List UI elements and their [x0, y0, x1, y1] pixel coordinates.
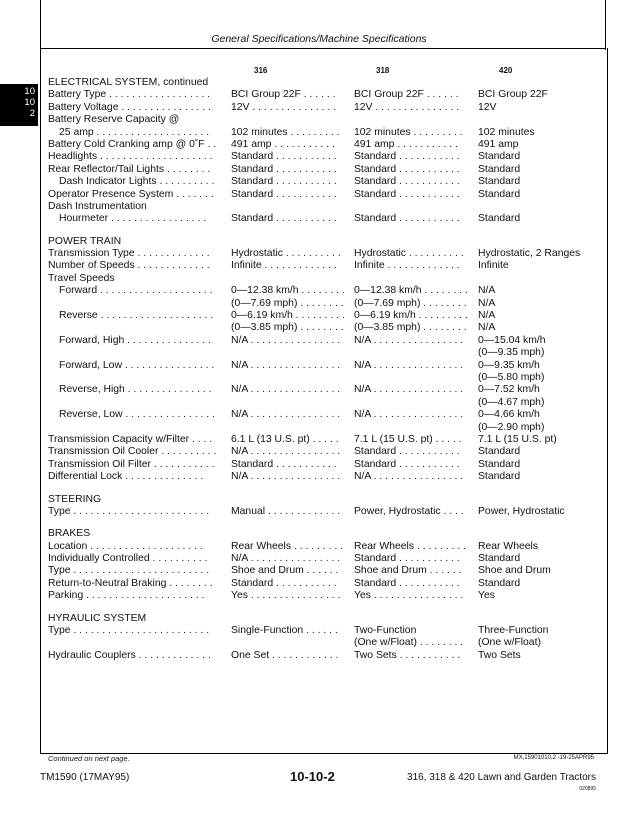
section-heading-row [48, 528, 608, 540]
spec-row [48, 298, 608, 310]
spec-value-318: Standard . . . . . . . . . . . [354, 458, 460, 470]
spec-value-420: Standard [478, 176, 521, 188]
spec-value-316: N/A . . . . . . . . . . . . . . . . [231, 553, 341, 565]
spec-value-318: Standard . . . . . . . . . . . [354, 213, 460, 225]
spec-value-318: Infinite . . . . . . . . . . . . . [354, 260, 460, 272]
spec-row [48, 565, 608, 577]
spec-row [48, 590, 608, 602]
spec-value-316: Standard . . . . . . . . . . . [231, 163, 337, 175]
spec-row [48, 422, 608, 434]
spec-label: Forward, High . . . . . . . . . . . . . . . [59, 334, 211, 346]
spec-row [48, 360, 608, 372]
spec-row [48, 541, 608, 553]
spec-label: Operator Presence System . . . . . . . [48, 188, 214, 200]
spec-value-318: Hydrostatic . . . . . . . . . . [354, 248, 464, 260]
spec-label: Transmission Oil Cooler . . . . . . . . . . [48, 446, 217, 458]
section-tab [0, 84, 38, 126]
page-number: 10-10-2 [290, 769, 335, 784]
spec-value-316: 12V . . . . . . . . . . . . . . . [231, 101, 337, 113]
spec-value-316: Standard . . . . . . . . . . . [231, 151, 337, 163]
spec-value-318: 12V . . . . . . . . . . . . . . . [354, 101, 460, 113]
spec-row [48, 285, 608, 297]
spec-label: Type . . . . . . . . . . . . . . . . . . . . . . . . [48, 505, 210, 517]
spec-label: Hourmeter . . . . . . . . . . . . . . . . . [59, 213, 207, 225]
spec-value-318: (0—3.85 mph) . . . . . . . . [354, 322, 467, 334]
spec-row [48, 310, 608, 322]
spec-value-318: 0—6.19 km/h . . . . . . . . . [354, 310, 468, 322]
spec-value-318: (One w/Float) . . . . . . . . [354, 637, 464, 649]
spec-value-420: 0—7.52 km/h [478, 384, 540, 396]
spec-value-316: N/A . . . . . . . . . . . . . . . . [231, 471, 341, 483]
spec-value-316: Hydrostatic . . . . . . . . . . [231, 248, 341, 260]
spec-value-318: Standard . . . . . . . . . . . [354, 151, 460, 163]
spec-value-318: Yes . . . . . . . . . . . . . . . . [354, 590, 464, 602]
spec-label: Location . . . . . . . . . . . . . . . . . . . . [48, 540, 203, 552]
spec-value-316: Infinite . . . . . . . . . . . . . [231, 260, 337, 272]
spec-value-420: N/A [478, 297, 496, 309]
spec-value-420: Standard [478, 163, 521, 175]
spec-value-420: 12V [478, 101, 497, 113]
spec-label: 25 amp . . . . . . . . . . . . . . . . . . . . [59, 126, 210, 138]
spec-label: Number of Speeds . . . . . . . . . . . . . [48, 260, 210, 272]
spec-row [48, 335, 608, 347]
spec-row [48, 506, 608, 518]
header-rule [40, 48, 606, 49]
spec-value-420: Standard [478, 213, 521, 225]
spec-value-318: Standard . . . . . . . . . . . [354, 188, 460, 200]
spec-label: Battery Voltage . . . . . . . . . . . . . . . . [48, 101, 211, 113]
spec-value-316: Rear Wheels . . . . . . . . . [231, 540, 344, 552]
column-header-316: 316 [254, 66, 268, 75]
spec-value-316: (0—3.85 mph) . . . . . . . . [231, 322, 344, 334]
spec-label: Forward, Low . . . . . . . . . . . . . . . . [59, 359, 215, 371]
spec-value-316: Shoe and Drum . . . . . . [231, 565, 339, 577]
spec-value-318: Standard . . . . . . . . . . . [354, 176, 460, 188]
spec-value-316: (0—7.69 mph) . . . . . . . . [231, 297, 344, 309]
spec-row [48, 151, 608, 163]
section-heading: HYRAULIC SYSTEM [48, 612, 147, 624]
page-header-title: General Specifications/Machine Specifications [211, 33, 427, 45]
spec-value-420: (0—4.67 mph) [478, 396, 545, 408]
spec-value-318: N/A . . . . . . . . . . . . . . . . [354, 334, 464, 346]
spec-value-420: (0—2.90 mph) [478, 421, 545, 433]
section-heading-row [48, 494, 608, 506]
spec-label: Dash Indicator Lights . . . . . . . . . . [59, 176, 215, 188]
document-code: MX,15901010,2 -19-25APR95 [513, 755, 594, 761]
spec-value-420: Shoe and Drum [478, 565, 551, 577]
spec-value-420: Yes [478, 590, 495, 602]
spec-row [48, 213, 608, 225]
spec-label: Type . . . . . . . . . . . . . . . . . . . . . . . . [48, 565, 210, 577]
spec-label: Transmission Capacity w/Filter . . . . [48, 433, 213, 445]
section-heading: STEERING [48, 493, 102, 505]
spec-label: Rear Reflector/Tail Lights . . . . . . . . [48, 163, 211, 175]
spec-value-316: Single-Function . . . . . . [231, 625, 338, 637]
spec-value-316: 6.1 L (13 U.S. pt) . . . . . [231, 433, 339, 445]
spec-value-420: 491 amp [478, 138, 519, 150]
spec-value-420: Standard [478, 188, 521, 200]
section-heading-row [48, 273, 608, 285]
spec-row [48, 189, 608, 201]
spec-value-316: N/A . . . . . . . . . . . . . . . . [231, 409, 341, 421]
spec-value-420: Three-Function [478, 625, 549, 637]
spec-label: Headlights . . . . . . . . . . . . . . . . . . . . [48, 151, 213, 163]
spec-row [48, 434, 608, 446]
spec-value-318: 0—12.38 km/h . . . . . . . . [354, 285, 468, 297]
spec-value-318: N/A . . . . . . . . . . . . . . . . [354, 409, 464, 421]
spec-value-316: N/A . . . . . . . . . . . . . . . . [231, 384, 341, 396]
continued-note: Continued on next page. [48, 754, 130, 763]
spec-value-420: (0—9.35 mph) [478, 347, 545, 359]
spec-value-316: Standard . . . . . . . . . . . [231, 188, 337, 200]
spec-label: Battery Cold Cranking amp @ 0˚F . . [48, 138, 217, 150]
spec-value-318: Two Sets . . . . . . . . . . . [354, 649, 461, 661]
spec-value-420: Standard [478, 458, 521, 470]
spec-value-318: Rear Wheels . . . . . . . . . [354, 540, 467, 552]
spec-row [48, 650, 608, 662]
spec-value-318: 102 minutes . . . . . . . . . [354, 126, 463, 138]
spec-row [48, 102, 608, 114]
section-heading-row [48, 201, 608, 213]
spec-row [48, 409, 608, 421]
spec-label: Battery Type . . . . . . . . . . . . . . . . . . [48, 89, 211, 101]
section-heading: ELECTRICAL SYSTEM, continued [48, 77, 209, 88]
spec-value-420: Standard [478, 151, 521, 163]
spec-value-318: Standard . . . . . . . . . . . [354, 163, 460, 175]
spec-row [48, 260, 608, 272]
column-header-318: 318 [376, 66, 390, 75]
spec-value-318: Power, Hydrostatic . . . . [354, 505, 464, 517]
spec-value-420: N/A [478, 285, 496, 297]
spec-label: Forward . . . . . . . . . . . . . . . . . . . . [59, 285, 213, 297]
row-spacer [48, 226, 608, 236]
spec-value-318: BCI Group 22F . . . . . . [354, 89, 459, 101]
spec-value-318: Standard . . . . . . . . . . . [354, 446, 460, 458]
spec-label: Transmission Type . . . . . . . . . . . . . [48, 248, 210, 260]
footer-small-code: 020895 [579, 786, 596, 792]
section-heading: Battery Reserve Capacity @ [48, 114, 180, 126]
spec-value-420: Standard [478, 553, 521, 565]
spec-value-318: N/A . . . . . . . . . . . . . . . . [354, 359, 464, 371]
spec-table [48, 77, 608, 662]
manual-id: TM1590 (17MAY95) [40, 772, 130, 783]
spec-value-420: 0—9.35 km/h [478, 359, 540, 371]
section-heading-row [48, 77, 608, 89]
spec-value-318: N/A . . . . . . . . . . . . . . . . [354, 471, 464, 483]
spec-value-420: 0—15.04 km/h [478, 334, 546, 346]
spec-value-316: N/A . . . . . . . . . . . . . . . . [231, 334, 341, 346]
spec-row [48, 553, 608, 565]
spec-value-420: Hydrostatic, 2 Ranges [478, 248, 581, 260]
spec-value-420: Rear Wheels [478, 540, 539, 552]
spec-row [48, 384, 608, 396]
manual-title: 316, 318 & 420 Lawn and Garden Tractors [406, 772, 596, 783]
spec-value-420: Standard [478, 446, 521, 458]
spec-value-316: Standard . . . . . . . . . . . [231, 213, 337, 225]
spec-value-316: 0—12.38 km/h . . . . . . . . [231, 285, 345, 297]
spec-value-420: N/A [478, 322, 496, 334]
spec-value-420: (One w/Float) [478, 637, 541, 649]
spec-label: Hydraulic Couplers . . . . . . . . . . . . . [48, 649, 211, 661]
spec-label: Reverse . . . . . . . . . . . . . . . . . . . . [59, 310, 214, 322]
spec-row [48, 446, 608, 458]
spec-label: Differential Lock . . . . . . . . . . . . . . [48, 471, 204, 483]
spec-value-318: 7.1 L (15 U.S. pt) . . . . . [354, 433, 462, 445]
spec-row [48, 89, 608, 101]
spec-row [48, 127, 608, 139]
spec-value-318: Two-Function [354, 625, 417, 637]
spec-value-420: Two Sets [478, 649, 521, 661]
spec-row [48, 248, 608, 260]
section-heading: POWER TRAIN [48, 235, 122, 247]
spec-row [48, 164, 608, 176]
spec-value-316: Standard . . . . . . . . . . . [231, 458, 337, 470]
spec-row [48, 139, 608, 151]
section-tab-line: 10 [24, 97, 35, 108]
spec-value-318: Standard . . . . . . . . . . . [354, 553, 460, 565]
spec-value-316: Yes . . . . . . . . . . . . . . . . [231, 590, 341, 602]
spec-row [48, 176, 608, 188]
spec-value-316: 0—6.19 km/h . . . . . . . . . [231, 310, 345, 322]
section-tab-line: 10 [24, 86, 35, 97]
section-heading-row [48, 114, 608, 126]
row-spacer [48, 603, 608, 613]
spec-label: Return-to-Neutral Braking . . . . . . . . [48, 577, 213, 589]
spec-value-420: Standard [478, 577, 521, 589]
spec-value-420: 102 minutes [478, 126, 535, 138]
section-heading: Dash Instrumentation [48, 200, 147, 212]
spec-label: Parking . . . . . . . . . . . . . . . . . . . . . [48, 590, 205, 602]
spec-row [48, 459, 608, 471]
spec-row [48, 637, 608, 649]
spec-value-420: Power, Hydrostatic [478, 505, 565, 517]
section-heading: Travel Speeds [48, 272, 115, 284]
spec-value-318: 491 amp . . . . . . . . . . . [354, 138, 458, 150]
spec-value-420: N/A [478, 310, 496, 322]
spec-value-316: Standard . . . . . . . . . . . [231, 176, 337, 188]
row-spacer [48, 518, 608, 528]
section-heading: BRAKES [48, 528, 91, 540]
spec-label: Reverse, High . . . . . . . . . . . . . . . [59, 384, 212, 396]
spec-row [48, 347, 608, 359]
spec-value-316: Manual . . . . . . . . . . . . . [231, 505, 341, 517]
spec-value-316: 491 amp . . . . . . . . . . . [231, 138, 335, 150]
spec-value-318: (0—7.69 mph) . . . . . . . . [354, 297, 467, 309]
spec-value-318: N/A . . . . . . . . . . . . . . . . [354, 384, 464, 396]
spec-row [48, 372, 608, 384]
spec-row [48, 397, 608, 409]
column-header-420: 420 [499, 66, 513, 75]
spec-row [48, 578, 608, 590]
spec-label: Transmission Oil Filter . . . . . . . . . . . [48, 458, 215, 470]
spec-value-420: 0—4.66 km/h [478, 409, 540, 421]
spec-label: Individually Controlled . . . . . . . . . . [48, 553, 208, 565]
row-spacer [48, 484, 608, 494]
spec-label: Type . . . . . . . . . . . . . . . . . . . . . . . . [48, 625, 210, 637]
spec-value-318: Standard . . . . . . . . . . . [354, 577, 460, 589]
spec-row [48, 322, 608, 334]
spec-value-420: 7.1 L (15 U.S. pt) [478, 433, 557, 445]
spec-value-420: BCI Group 22F [478, 89, 548, 101]
spec-value-316: BCI Group 22F . . . . . . [231, 89, 336, 101]
spec-value-316: N/A . . . . . . . . . . . . . . . . [231, 446, 341, 458]
spec-value-420: (0—5.80 mph) [478, 371, 545, 383]
spec-value-316: 102 minutes . . . . . . . . . [231, 126, 340, 138]
section-heading-row [48, 236, 608, 248]
section-tab-line: 2 [29, 108, 35, 119]
spec-value-420: Infinite [478, 260, 509, 272]
spec-value-318: Shoe and Drum . . . . . . [354, 565, 462, 577]
spec-row [48, 471, 608, 483]
spec-value-420: Standard [478, 471, 521, 483]
spec-row [48, 625, 608, 637]
spec-label: Reverse, Low . . . . . . . . . . . . . . . . [59, 409, 215, 421]
spec-value-316: Standard . . . . . . . . . . . [231, 577, 337, 589]
spec-value-316: N/A . . . . . . . . . . . . . . . . [231, 359, 341, 371]
section-heading-row [48, 613, 608, 625]
spec-value-316: One Set . . . . . . . . . . . . [231, 649, 339, 661]
